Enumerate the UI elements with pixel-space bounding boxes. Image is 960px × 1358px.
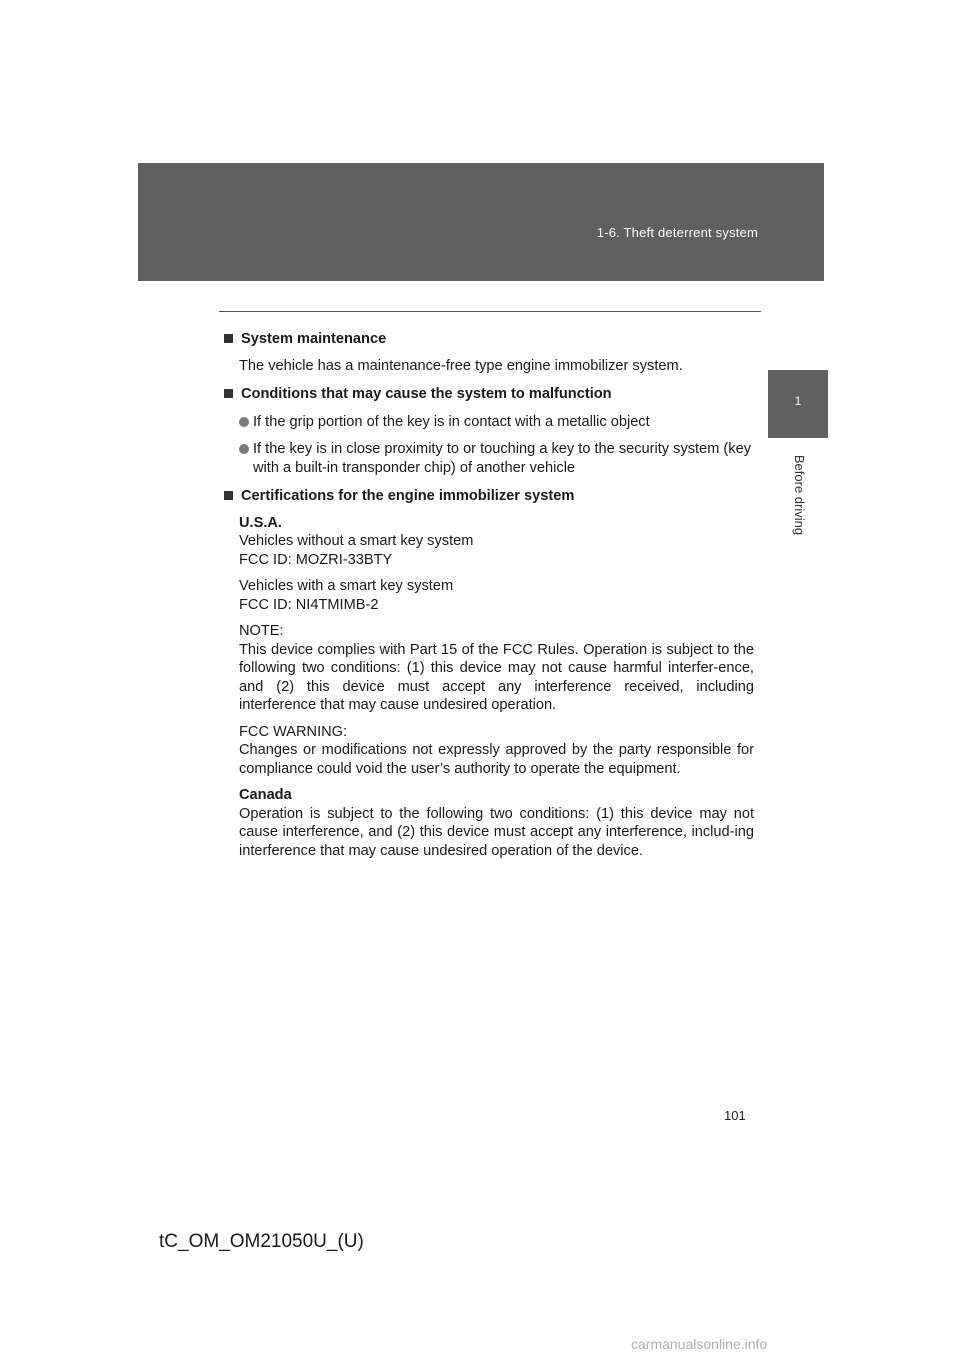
watermark: carmanualsonline.info [631,1336,768,1352]
smart-key-block: Vehicles with a smart key system FCC ID: NI4TMIMB-2 [239,578,454,613]
page-content [222,330,754,870]
paragraph: The vehicle has a maintenance-free type engine immobilizer system. [239,357,683,374]
section-malfunction [222,385,754,477]
warning-block: FCC WARNING: Changes or modifications not expressly approved by the party responsible for compliance could void the user’s authority to operate the equipment. [239,723,754,777]
section-heading: Conditions that may cause the system to malfunction [241,386,612,402]
list-item: If the key is in close proximity to or touching a key to the security system (key with a built-in transponder chip) of another vehicle [239,440,754,477]
header-divider [219,311,761,312]
square-bullet-icon [224,491,233,500]
circle-bullet-icon [239,444,249,454]
section-title: 1-6. Theft deterrent system [596,225,758,240]
region-label: Canada [239,787,292,803]
chapter-label: Before driving [792,454,807,536]
square-bullet-icon [224,334,233,343]
section-heading: System maintenance [241,331,387,347]
usa-block: U.S.A. Vehicles without a smart key system FCC ID: MOZRI-33BTY [239,514,754,570]
region-label: U.S.A. [239,514,282,531]
section-heading: Certifications for the engine immobilizer system [241,488,575,504]
square-bullet-icon [224,389,233,398]
list-item: If the grip portion of the key is in contact with a metallic object [239,413,754,432]
circle-bullet-icon [239,417,249,427]
page-number: 101 [724,1108,746,1123]
document-code: tC_OM_OM21050U_(U) [159,1231,364,1252]
canada-block: Canada Operation is subject to the following two conditions: (1) this device may not cause interference, and (2) this device must accept any interference, includ-ing interference that may cause undesired operation of the device. [239,787,754,859]
header-band [138,163,824,281]
section-maintenance [222,330,754,375]
section-certifications [222,487,754,860]
chapter-number: 1 [794,394,802,408]
note-block: NOTE: This device complies with Part 15 of the FCC Rules. Operation is subject to the following two conditions: (1) this device may not cause harmful interfer-ence, and (2) this device must accept any interference received, including interference that may cause undesired operation. [239,623,754,713]
